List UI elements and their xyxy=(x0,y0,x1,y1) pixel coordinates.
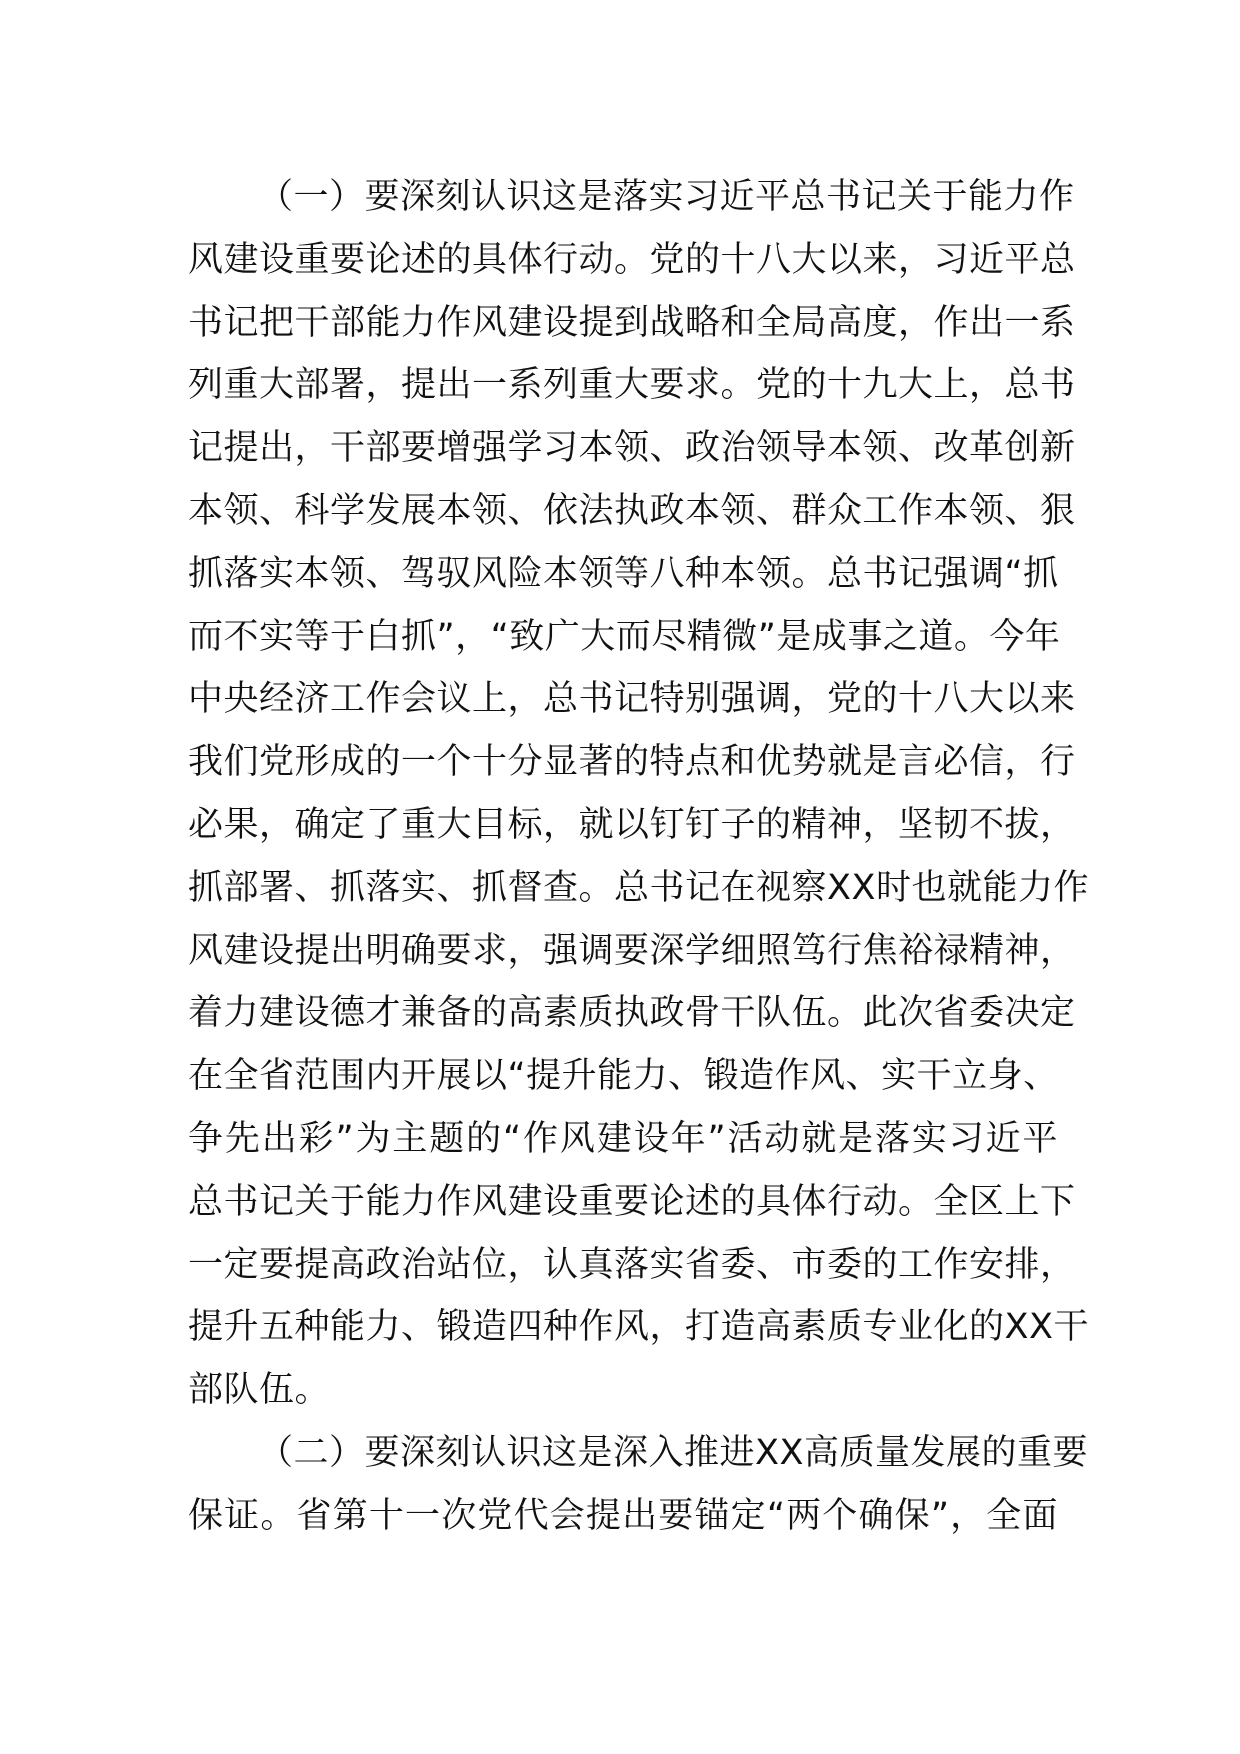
text-line: 提升五种能力、锻造四种作风，打造高素质专业化的XX干 xyxy=(188,1307,1089,1348)
text-line: 一定要提高政治站位，认真落实省委、市委的工作安排， xyxy=(188,1244,1076,1285)
document-body xyxy=(188,166,1089,1548)
text-line: 着力建设德才兼备的高素质执政骨干队伍。此次省委决定 xyxy=(188,993,1076,1034)
text-line: 记提出，干部要增强学习本领、政治领导本领、改革创新 xyxy=(188,428,1076,469)
text-line: 风建设提出明确要求，强调要深学细照笃行焦裕禄精神， xyxy=(188,930,1076,971)
paragraph-1 xyxy=(188,166,1089,1422)
text-line: 本领、科学发展本领、依法执政本领、群众工作本领、狠 xyxy=(188,490,1076,531)
text-line: 抓落实本领、驾驭风险本领等八种本领。总书记强调“抓 xyxy=(188,553,1059,594)
text-line: 总书记关于能力作风建设重要论述的具体行动。全区上下 xyxy=(188,1181,1076,1222)
text-line: 抓部署、抓落实、抓督查。总书记在视察XX时也就能力作 xyxy=(188,867,1089,908)
text-line: （二）要深刻认识这是深入推进XX高质量发展的重要 xyxy=(258,1432,1088,1473)
paragraph-2 xyxy=(188,1422,1088,1548)
text-line: 必果，确定了重大目标，就以钉钉子的精神，坚韧不拔， xyxy=(188,804,1076,845)
text-line: 保证。省第十一次党代会提出要锚定“两个确保”，全面 xyxy=(188,1495,1058,1536)
text-line: 部队伍。 xyxy=(188,1370,331,1411)
text-line: （一）要深刻认识这是落实习近平总书记关于能力作 xyxy=(258,177,1075,217)
text-line: 中央经济工作会议上，总书记特别强调，党的十八大以来 xyxy=(188,679,1076,720)
text-line: 在全省范围内开展以“提升能力、锻造作风、实干立身、 xyxy=(188,1056,1059,1097)
text-line: 列重大部署，提出一系列重大要求。党的十九大上，总书 xyxy=(188,365,1076,406)
text-line: 争先出彩”为主题的“作风建设年”活动就是落实习近平 xyxy=(188,1118,1058,1159)
text-line: 我们党形成的一个十分显著的特点和优势就是言必信，行 xyxy=(188,742,1076,783)
text-line: 风建设重要论述的具体行动。党的十八大以来，习近平总 xyxy=(188,239,1076,280)
text-line: 书记把干部能力作风建设提到战略和全局高度，作出一系 xyxy=(188,302,1076,343)
text-line: 而不实等于白抓”，“致广大而尽精微”是成事之道。今年 xyxy=(188,616,1061,657)
